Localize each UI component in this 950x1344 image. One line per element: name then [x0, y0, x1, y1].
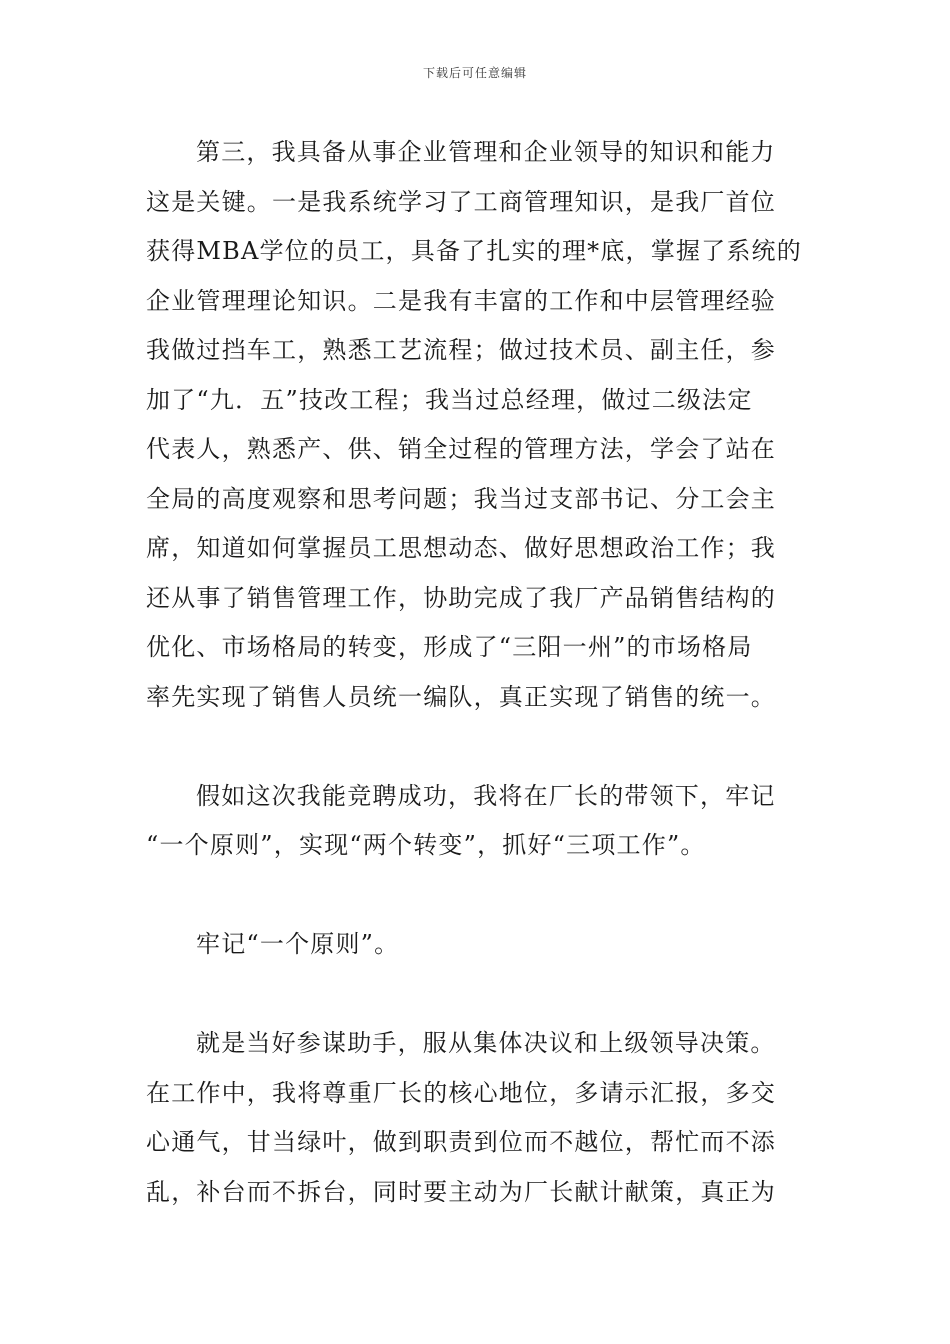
text-line: 率先实现了销售人员统一编队，真正实现了销售的统一。 [146, 682, 776, 711]
paragraph-spacer [146, 970, 810, 1020]
text-line: 代表人，熟悉产、供、销全过程的管理方法，学会了站在 [146, 435, 776, 463]
paragraph-2 [146, 772, 810, 871]
text-line: 加了“九．五”技改工程；我当过总经理，做过二级法定 [146, 385, 753, 414]
page-header: 下载后可任意编辑 [422, 66, 527, 80]
paragraph-1 [146, 128, 810, 722]
text-line: 乱，补台而不拆台，同时要主动为厂长献计献策，真正为 [146, 1177, 776, 1206]
text-line: 席，知道如何掌握员工思想动态、做好思想政治工作；我 [146, 534, 776, 562]
text-line: 我做过挡车工，熟悉工艺流程；做过技术员、副主任，参 [146, 336, 776, 364]
paragraph-3 [146, 920, 810, 970]
paragraph-spacer [146, 871, 810, 921]
text-line: 就是当好参谋助手，服从集体决议和上级领导决策。 [196, 1029, 776, 1057]
text-line: 全局的高度观察和思考问题；我当过支部书记、分工会主 [146, 484, 776, 513]
text-line: 牢记“一个原则”。 [196, 930, 400, 958]
text-line: 获得MBA学位的员工，具备了扎实的理*底，掌握了系统的 [146, 237, 802, 265]
text-line: 还从事了销售管理工作，协助完成了我厂产品销售结构的 [146, 583, 776, 612]
text-line: 在工作中，我将尊重厂长的核心地位，多请示汇报，多交 [146, 1078, 776, 1107]
text-line: “一个原则”，实现“两个转变”，抓好“三项工作”。 [146, 831, 706, 859]
paragraph-4 [146, 1019, 810, 1217]
text-line: 假如这次我能竞聘成功，我将在厂长的带领下，牢记 [196, 781, 776, 810]
text-line: 企业管理理论知识。二是我有丰富的工作和中层管理经验 [146, 286, 776, 315]
text-line: 第三，我具备从事企业管理和企业领导的知识和能力 [196, 138, 776, 166]
text-line: 优化、市场格局的转变，形成了“三阳一州”的市场格局 [146, 633, 753, 661]
paragraph-spacer [146, 722, 810, 772]
document-body [146, 128, 810, 1217]
text-line: 这是关键。一是我系统学习了工商管理知识，是我厂首位 [146, 187, 776, 216]
text-line: 心通气，甘当绿叶，做到职责到位而不越位，帮忙而不添 [146, 1128, 776, 1156]
